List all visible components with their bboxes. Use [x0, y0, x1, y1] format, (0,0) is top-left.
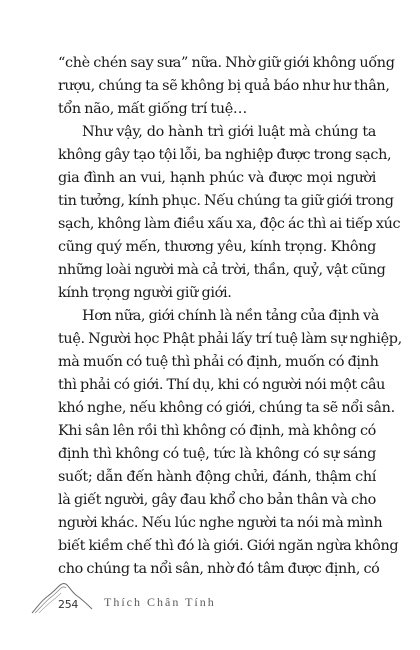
text-line: khó nghe, nếu không có giới, chúng ta sẽ nổi sân.: [58, 400, 395, 416]
text-line: cũng quý mến, thương yêu, kính trọng. Không: [58, 239, 376, 255]
author-name: Thích Chân Tính: [104, 595, 216, 609]
paragraph-first-line: Như vậy, do hành trì giới luật mà chúng ta: [82, 124, 376, 140]
text-line: tổn não, mất giống trí tuệ…: [58, 101, 247, 117]
text-line: biết kiềm chế thì đó là giới. Giới ngăn ngừa không: [58, 538, 399, 554]
text-line: cho chúng ta nổi sân, nhờ đó tâm được định, có: [58, 561, 380, 577]
paragraph-first-line: Hơn nữa, giới chính là nền tảng của định và: [82, 308, 380, 324]
text-line: gia đình an vui, hạnh phúc và được mọi người: [58, 170, 376, 186]
text-line: kính trọng người giữ giới.: [58, 285, 232, 301]
text-line: tin tưởng, kính phục. Nếu chúng ta giữ giới trong: [58, 193, 394, 209]
text-line: người khác. Nếu lúc nghe người ta nói mà mình: [58, 515, 383, 531]
text-line: “chè chén say sưa” nữa. Nhờ giữ giới không uống: [58, 55, 395, 71]
text-line: sạch, không làm điều xấu xa, độc ác thì ai tiếp xúc: [58, 216, 401, 232]
text-line: mà muốn có tuệ thì phải có định, muốn có định: [58, 354, 379, 370]
text-line: tuệ. Người học Phật phải lấy trí tuệ làm sự nghiệp,: [58, 331, 402, 347]
text-line: là giết người, gây đau khổ cho bản thân và cho: [58, 492, 376, 508]
text-line: không gây tạo tội lỗi, ba nghiệp được trong sạch,: [58, 147, 392, 163]
page-footer: [30, 576, 250, 616]
text-line: rượu, chúng ta sẽ không bị quả báo như hư thân,: [58, 78, 390, 94]
text-line: những loài người mà cả trời, thần, quỷ, vật cũng: [58, 262, 386, 278]
text-line: định thì không có tuệ, tức là không có sự sáng: [58, 446, 376, 462]
text-line: thì phải có giới. Thí dụ, khi có người nói một câu: [58, 377, 386, 393]
page-body: [58, 52, 402, 581]
page-number: 254: [58, 598, 79, 611]
text-line: suốt; dẫn đến hành động chửi, đánh, thậm chí: [58, 469, 376, 485]
text-line: Khi sân lên rồi thì không có định, mà không có: [58, 423, 376, 439]
